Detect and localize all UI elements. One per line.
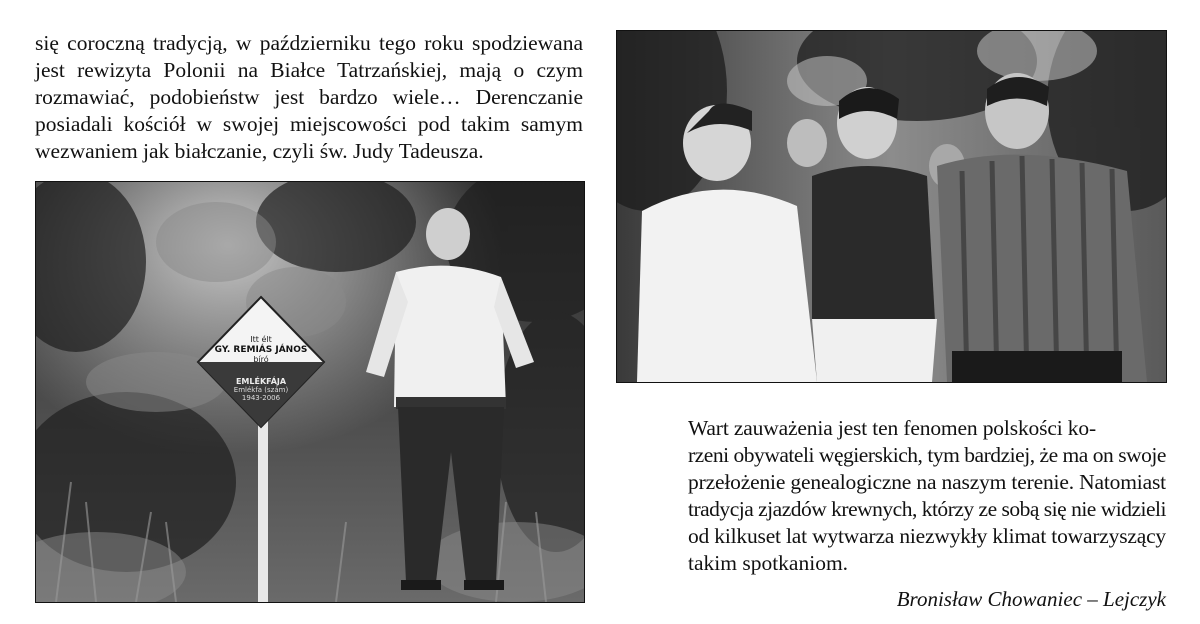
text-line: przełożenie genealogiczne na naszym terenie. Natomiast [688,470,1166,494]
article-paragraph-left [35,30,583,165]
author-signature: Bronisław Chowaniec – Lejczyk [896,587,1166,611]
photo-man-with-sign-image [36,182,584,602]
text-line: Wart zauważenia jest ten fenomen polskości ko- [688,416,1096,440]
text-line: rzeni obywateli węgierskich, tym bardziej, że ma on swoje [688,443,1166,467]
text-line: jest rewizyta Polonii na Białce Tatrzańskiej, mają o czym [35,58,583,82]
text-line: takim spotkaniom. [688,551,849,575]
text-line: rozmawiać, podobieństw jest bardzo wiele… Derenczanie [35,85,583,109]
photo-group-people [616,30,1167,383]
photo-group-people-image [617,31,1166,382]
text-line: od kilkuset lat wytwarza niezwykły klimat towarzyszący [688,524,1166,548]
text-line: wezwaniem jak białczanie, czyli św. Judy Tadeusza. [35,139,484,163]
sign-line: 1943-2006 [241,394,281,402]
text-line: się coroczną tradycją, w październiku tego roku spodziewana [35,31,583,55]
sign-line: bíró [253,355,269,364]
article-paragraph-right [618,415,1166,577]
sign-name: GY. REMIÁS JÁNOS [214,345,308,355]
text-line: tradycja zjazdów krewnych, którzy ze sobą się nie widzieli [688,497,1166,521]
sign-line: Emlékfa (szám) [233,386,289,394]
sign-line: Itt élt [250,335,272,344]
text-line: posiadali kościół w swojej miejscowości pod takim samym [35,112,583,136]
sign-line: EMLÉKFÁJA [235,377,287,386]
photo-man-with-sign [35,181,585,603]
